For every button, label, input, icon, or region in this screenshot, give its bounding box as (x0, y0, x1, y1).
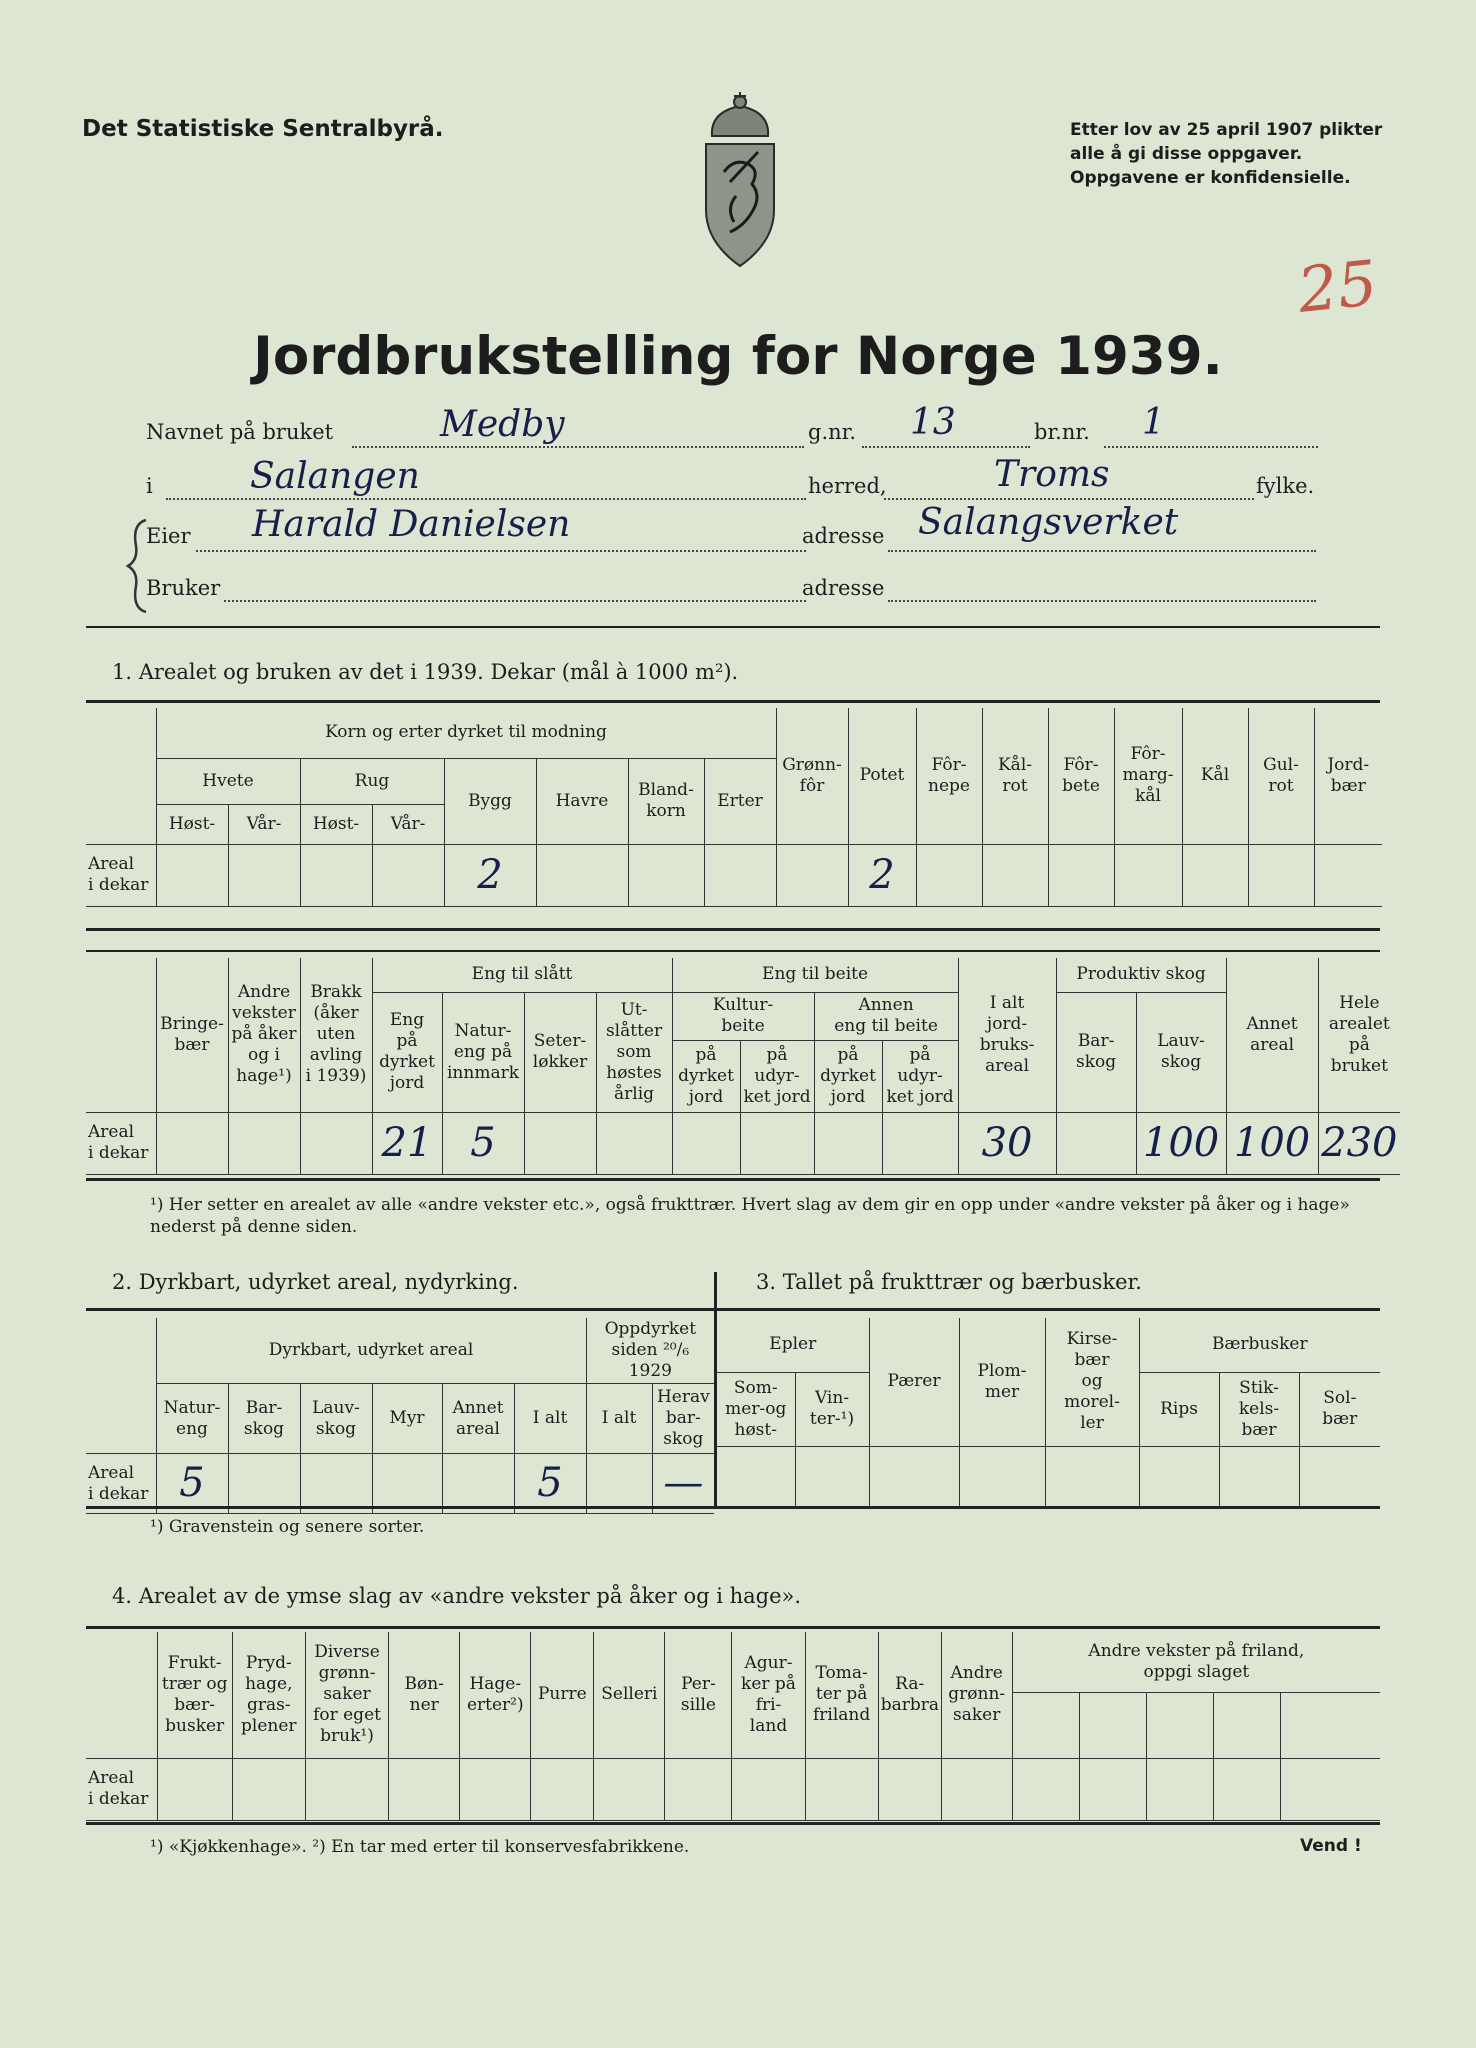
cell-erter[interactable] (704, 844, 776, 906)
section2-footnote: ¹) Gravenstein og senere sorter. (150, 1517, 425, 1537)
gnr-label: g.nr. (808, 420, 857, 444)
header-annen-beite: Annen eng til beite (814, 992, 958, 1040)
cell-kal[interactable] (1182, 844, 1248, 906)
cell-agurker[interactable] (732, 1758, 805, 1820)
dotted-line (862, 446, 1030, 448)
header-kalrot: Kål- rot (982, 708, 1048, 844)
header-sommer-host: Som- mer-og høst- (717, 1372, 795, 1446)
header-hvete: Hvete (156, 758, 300, 804)
cell-lauvskog[interactable] (300, 1454, 372, 1514)
section3-table (717, 1318, 1380, 1507)
header-kulturbeite: Kultur- beite (672, 992, 814, 1040)
owner-value[interactable]: Harald Danielsen (252, 504, 571, 545)
cell-persille[interactable] (665, 1758, 732, 1820)
row-label-blank (86, 1318, 156, 1454)
cell-kultur-dyrket[interactable] (672, 1112, 740, 1174)
cell-kirsebaer[interactable] (1045, 1446, 1139, 1506)
header-jordbaer: Jord- bær (1314, 708, 1382, 844)
cell-lauvskog[interactable]: 100 (1136, 1112, 1226, 1174)
cell-vinter[interactable] (795, 1446, 869, 1506)
cell-i-alt[interactable]: 5 (514, 1454, 586, 1514)
header-purre: Purre (531, 1632, 594, 1758)
header-dyrkbart: Dyrkbart, udyrket areal (156, 1318, 586, 1384)
header-gulrot: Gul- rot (1248, 708, 1314, 844)
law-notice-line: Oppgavene er konfidensielle. (1070, 168, 1351, 188)
fylke-label: fylke. (1256, 474, 1315, 498)
cell-diverse[interactable] (305, 1758, 388, 1820)
header-paerer: Pærer (869, 1318, 959, 1446)
cell-friland[interactable] (1146, 1758, 1213, 1820)
row-label-blank (86, 1632, 157, 1758)
section1-table-land (86, 958, 1400, 1175)
cell-rug-var[interactable] (372, 844, 444, 906)
cell-paerer[interactable] (869, 1446, 959, 1506)
divider (86, 1308, 1380, 1311)
law-notice (1070, 118, 1400, 190)
header-andre-friland: Andre vekster på friland, oppgi slaget (1012, 1632, 1380, 1692)
header-plommer: Plom- mer (959, 1318, 1045, 1446)
law-notice-line: Etter lov av 25 april 1907 plikter (1070, 120, 1383, 140)
header-rips: Rips (1139, 1372, 1219, 1446)
header-seterlokker: Seter- løkker (524, 992, 596, 1112)
header-baerbusker: Bærbusker (1139, 1318, 1380, 1372)
brnr-value[interactable]: 1 (1142, 402, 1165, 443)
header-frukttraer: Frukt- trær og bær- busker (157, 1632, 232, 1758)
handwritten-page-number: 25 (1294, 246, 1381, 327)
section4-footnote: ¹) «Kjøkkenhage». ²) En tar med erter til konservesfabrikkene. (150, 1837, 690, 1857)
cell-naturg-innmark[interactable]: 5 (442, 1112, 524, 1174)
header-annet: Annet areal (442, 1384, 514, 1454)
section1-heading: 1. Arealet og bruken av det i 1939. Dekar (mål à 1000 m²). (112, 660, 739, 684)
divider (86, 1178, 1380, 1181)
cell-sommer-host[interactable] (717, 1446, 795, 1506)
owner-label: Eier (146, 524, 191, 548)
header-eng-dyrket: Eng på dyrket jord (372, 992, 442, 1112)
header-friland-blank (1280, 1692, 1380, 1758)
farm-name-value[interactable]: Medby (440, 404, 565, 445)
divider (86, 626, 1380, 628)
cell-barskog[interactable] (228, 1454, 300, 1514)
header-bonner: Bøn- ner (389, 1632, 460, 1758)
cell-brakk[interactable] (300, 1112, 372, 1174)
dotted-line (888, 550, 1316, 552)
header-kultur-dyrket: på dyrket jord (672, 1040, 740, 1112)
cell-bygg[interactable]: 2 (444, 844, 536, 906)
cell-blandkorn[interactable] (628, 844, 704, 906)
cell-havre[interactable] (536, 844, 628, 906)
header-rabarbra: Ra- barbra (878, 1632, 941, 1758)
cell-tomater[interactable] (805, 1758, 878, 1820)
header-tomater: Toma- ter på friland (805, 1632, 878, 1758)
cell-rug-host[interactable] (300, 844, 372, 906)
turn-over-note: Vend ! (1300, 1836, 1362, 1856)
dotted-line (352, 446, 804, 448)
header-potet: Potet (848, 708, 916, 844)
header-kultur-udyrket: på udyr- ket jord (740, 1040, 814, 1112)
cell-plommer[interactable] (959, 1446, 1045, 1506)
cell-formargkal[interactable] (1114, 844, 1182, 906)
header-brakk: Brakk (åker uten avling i 1939) (300, 958, 372, 1112)
header-diverse: Diverse grønn- saker for eget bruk¹) (305, 1632, 388, 1758)
header-utslatter: Ut- slåtter som høstes årlig (596, 992, 672, 1112)
farm-name-label: Navnet på bruket (146, 420, 334, 444)
cell-annen-dyrket[interactable] (814, 1112, 882, 1174)
cell-gulrot[interactable] (1248, 844, 1314, 906)
header-rug-var: Vår- (372, 804, 444, 844)
dotted-line (224, 600, 806, 602)
header-blandkorn: Bland- korn (628, 758, 704, 844)
header-rug: Rug (300, 758, 444, 804)
header-barskog: Bar- skog (228, 1384, 300, 1454)
header-forbete: Fôr- bete (1048, 708, 1114, 844)
header-agurker: Agur- ker på fri- land (732, 1632, 805, 1758)
cell-andre-vekster[interactable] (228, 1112, 300, 1174)
cell-hele-arealet[interactable]: 230 (1318, 1112, 1400, 1174)
cell-bonner[interactable] (389, 1758, 460, 1820)
cell-hageerter[interactable] (460, 1758, 531, 1820)
header-lauvskog: Lauv- skog (300, 1384, 372, 1454)
header-i-alt-oppdyrket: I alt (586, 1384, 652, 1454)
form-title: Jordbrukstelling for Norge 1939. (253, 326, 1223, 387)
cell-rips[interactable] (1139, 1446, 1219, 1506)
header-havre: Havre (536, 758, 628, 844)
cell-annet[interactable] (442, 1454, 514, 1514)
cell-naturg[interactable]: 5 (156, 1454, 228, 1514)
header-lauvskog: Lauv- skog (1136, 992, 1226, 1112)
cell-kultur-udyrket[interactable] (740, 1112, 814, 1174)
row-label-areal: Areal i dekar (86, 1112, 156, 1174)
cell-selleri[interactable] (594, 1758, 665, 1820)
divider (86, 1626, 1380, 1629)
header-fornepe: Fôr- nepe (916, 708, 982, 844)
cell-gronnfor[interactable] (776, 844, 848, 906)
cell-barskog[interactable] (1056, 1112, 1136, 1174)
cell-kalrot[interactable] (982, 844, 1048, 906)
header-i-alt-jord: I alt jord- bruks- areal (958, 958, 1056, 1112)
cell-forbete[interactable] (1048, 844, 1114, 906)
header-hvete-host: Høst- (156, 804, 228, 844)
cell-utslatter[interactable] (596, 1112, 672, 1174)
cell-annen-udyrket[interactable] (882, 1112, 958, 1174)
header-hageerter: Hage- erter²) (460, 1632, 531, 1758)
cell-bringebaer[interactable] (156, 1112, 228, 1174)
header-annen-udyrket: på udyr- ket jord (882, 1040, 958, 1112)
header-eng-beite: Eng til beite (672, 958, 958, 992)
dotted-line (1104, 446, 1318, 448)
row-label-areal: Areal i dekar (86, 1758, 157, 1820)
header-vinter: Vin- ter-¹) (795, 1372, 869, 1446)
header-friland-blank (1012, 1692, 1079, 1758)
section2-heading: 2. Dyrkbart, udyrket areal, nydyrking. (112, 1270, 519, 1294)
cell-annet-areal[interactable]: 100 (1226, 1112, 1318, 1174)
header-erter: Erter (704, 758, 776, 844)
header-selleri: Selleri (594, 1632, 665, 1758)
header-oppdyrket: Oppdyrket siden ²⁰/₆ 1929 (586, 1318, 714, 1384)
cell-i-alt-jord[interactable]: 30 (958, 1112, 1056, 1174)
dotted-line (888, 600, 1316, 602)
cell-seterlokker[interactable] (524, 1112, 596, 1174)
header-myr: Myr (372, 1384, 442, 1454)
row-label-areal: Areal i dekar (86, 844, 156, 906)
row-label-blank (86, 708, 156, 844)
header-friland-blank (1079, 1692, 1146, 1758)
in-label: i (146, 474, 153, 498)
section4-table (86, 1632, 1380, 1821)
header-persille: Per- sille (665, 1632, 732, 1758)
divider (86, 950, 1380, 952)
cell-friland[interactable] (1280, 1758, 1380, 1820)
header-annen-dyrket: på dyrket jord (814, 1040, 882, 1112)
header-herav-barskog: Herav bar- skog (652, 1384, 714, 1454)
cell-hvete-var[interactable] (228, 844, 300, 906)
section1-footnote: ¹) Her setter en arealet av alle «andre vekster etc.», også frukttrær. Hvert slag av dem gir en opp under «andre vekster på åker og i hage» nederst på denne siden. (150, 1195, 1350, 1237)
divider (86, 1822, 1380, 1825)
divider (86, 1506, 1380, 1509)
herred-label: herred, (808, 474, 887, 498)
owner-address-value[interactable]: Salangsverket (918, 502, 1179, 543)
header-produktiv-skog: Produktiv skog (1056, 958, 1226, 992)
cell-fornepe[interactable] (916, 844, 982, 906)
cell-solbaer[interactable] (1299, 1446, 1380, 1506)
cell-purre[interactable] (531, 1758, 594, 1820)
header-korn: Korn og erter dyrket til modning (156, 708, 776, 758)
header-hele-arealet: Hele arealet på bruket (1318, 958, 1400, 1112)
header-friland-blank (1213, 1692, 1280, 1758)
row-label-blank (86, 958, 156, 1112)
cell-hvete-host[interactable] (156, 844, 228, 906)
header-naturg: Natur- eng (156, 1384, 228, 1454)
dotted-line (196, 550, 806, 552)
herred-value[interactable]: Salangen (250, 456, 420, 497)
divider (86, 700, 1380, 703)
section2-table (86, 1318, 714, 1514)
header-andre-gronnsaker: Andre grønn- saker (941, 1632, 1012, 1758)
law-notice-line: alle å gi disse oppgaver. (1070, 144, 1303, 164)
address-label: adresse (802, 524, 885, 548)
user-label: Bruker (146, 576, 221, 600)
cell-stikkelsbaer[interactable] (1219, 1446, 1299, 1506)
fylke-value[interactable]: Troms (994, 454, 1110, 495)
header-hvete-var: Vår- (228, 804, 300, 844)
gnr-value[interactable]: 13 (910, 402, 956, 443)
section3-heading: 3. Tallet på frukttrær og bærbusker. (756, 1270, 1142, 1294)
header-prydhage: Pryd- hage, gras- plener (232, 1632, 305, 1758)
header-formargkal: Fôr- marg- kål (1114, 708, 1182, 844)
cell-friland[interactable] (1012, 1758, 1079, 1820)
cell-myr[interactable] (372, 1454, 442, 1514)
header-andre-vekster: Andre vekster på åker og i hage¹) (228, 958, 300, 1112)
cell-friland[interactable] (1079, 1758, 1146, 1820)
header-bringebaer: Bringe- bær (156, 958, 228, 1112)
cell-potet[interactable]: 2 (848, 844, 916, 906)
header-gronnfor: Grønn- fôr (776, 708, 848, 844)
cell-andre-gronnsaker[interactable] (941, 1758, 1012, 1820)
header-stikkelsbaer: Stik- kels- bær (1219, 1372, 1299, 1446)
header-kirsebaer: Kirse- bær og morel- ler (1045, 1318, 1139, 1446)
header-friland-blank (1146, 1692, 1213, 1758)
section4-heading: 4. Arealet av de ymse slag av «andre vekster på åker og i hage». (112, 1584, 802, 1608)
row-label-areal: Areal i dekar (86, 1454, 156, 1514)
divider (86, 928, 1380, 931)
header-annet-areal: Annet areal (1226, 958, 1318, 1112)
coat-of-arms-icon (690, 92, 790, 270)
header-rug-host: Høst- (300, 804, 372, 844)
cell-eng-dyrket[interactable]: 21 (372, 1112, 442, 1174)
header-i-alt: I alt (514, 1384, 586, 1454)
cell-rabarbra[interactable] (878, 1758, 941, 1820)
header-kal: Kål (1182, 708, 1248, 844)
header-barskog: Bar- skog (1056, 992, 1136, 1112)
cell-prydhage[interactable] (232, 1758, 305, 1820)
section1-table-crops (86, 708, 1382, 907)
cell-herav-barskog[interactable]: — (652, 1454, 714, 1514)
cell-frukttraer[interactable] (157, 1758, 232, 1820)
cell-i-alt-oppdyrket[interactable] (586, 1454, 652, 1514)
header-epler: Epler (717, 1318, 869, 1372)
header-solbaer: Sol- bær (1299, 1372, 1380, 1446)
dotted-line (166, 498, 806, 500)
cell-friland[interactable] (1213, 1758, 1280, 1820)
cell-jordbaer[interactable] (1314, 844, 1382, 906)
dotted-line (884, 498, 1254, 500)
header-naturg-innmark: Natur- eng på innmark (442, 992, 524, 1112)
address-label: adresse (802, 576, 885, 600)
header-bygg: Bygg (444, 758, 536, 844)
agency-name: Det Statistiske Sentralbyrå. (82, 116, 444, 142)
header-eng-slatt: Eng til slått (372, 958, 672, 992)
brnr-label: br.nr. (1034, 420, 1090, 444)
